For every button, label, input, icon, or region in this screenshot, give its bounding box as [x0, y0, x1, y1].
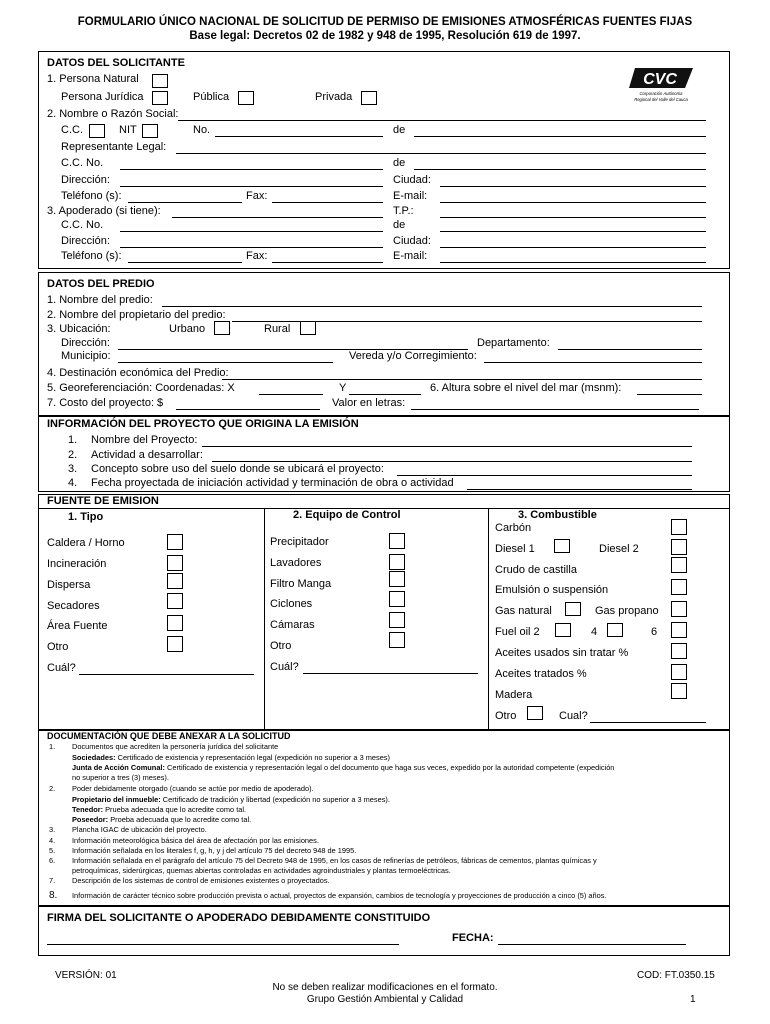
tp-field[interactable]	[440, 217, 706, 218]
cvc-logo	[627, 64, 695, 104]
documentacion-line-bold: Sociedades:	[72, 753, 116, 762]
coord-y-field[interactable]	[349, 394, 421, 395]
footer-group: Grupo Gestión Ambiental y Calidad	[306, 994, 464, 1005]
documentacion-line-bold: Tenedor:	[72, 805, 104, 814]
documentacion-line-number: 1.	[49, 742, 56, 751]
proyecto-nombre-field[interactable]	[202, 446, 692, 447]
apod-direccion-label: Dirección:	[61, 235, 110, 247]
svg-text:Regional del Valle del Cauca: Regional del Valle del Cauca	[634, 97, 688, 102]
comb-otro-checkbox[interactable]	[527, 706, 543, 720]
email-label: E-mail:	[393, 190, 428, 202]
id-place-field[interactable]	[414, 136, 706, 137]
comb-fuel-oil-label: Fuel oil 2	[495, 626, 540, 638]
apod-email-field[interactable]	[440, 262, 706, 263]
costo-label: 7. Costo del proyecto: $	[47, 397, 164, 409]
documentacion-line-number: 6.	[49, 856, 56, 865]
apod-ciudad-field[interactable]	[440, 247, 706, 248]
privada-checkbox[interactable]	[361, 91, 377, 105]
tipo-area-fuente-label: Área Fuente	[47, 620, 108, 632]
rep-cc-label: C.C. No.	[61, 157, 104, 169]
georef-label: 5. Georeferenciación: Coordenadas: X	[47, 382, 235, 394]
footer-code: COD: FT.0350.15	[637, 970, 715, 981]
documentacion-line	[49, 825, 207, 834]
nit-label: NIT	[119, 124, 137, 136]
telefono-label: Teléfono (s):	[61, 190, 122, 202]
apod-de-field[interactable]	[440, 231, 706, 232]
uso-suelo-field[interactable]	[397, 475, 692, 476]
de-label: de	[393, 124, 406, 136]
documentacion-line-number: 4.	[49, 836, 56, 845]
documentacion-line	[49, 773, 169, 782]
form-subtitle: Base legal: Decretos 02 de 1982 y 948 de 1995, Resolución 619 de 1997.	[189, 30, 581, 42]
persona-natural-checkbox[interactable]	[152, 74, 168, 88]
apoderado-label: 3. Apoderado (si tiene):	[47, 205, 161, 217]
documentacion-line	[49, 815, 251, 824]
documentacion-line-text: Información señalada en los literales f, g, h, y j del artículo 75 del decreto 948 de 1995.	[72, 846, 357, 855]
persona-juridica-checkbox[interactable]	[152, 91, 168, 105]
documentacion-line-bold: Junta de Acción Comunal:	[72, 763, 165, 772]
documentacion-line-text: no superior a tres (3) meses).	[72, 773, 169, 782]
proyecto-nombre-label: Nombre del Proyecto:	[91, 434, 198, 446]
tipo-heading: 1. Tipo	[68, 511, 104, 523]
persona-natural-label: 1. Persona Natural	[47, 73, 139, 85]
ubicacion-label: 3. Ubicación:	[47, 323, 111, 335]
destinacion-label: 4. Destinación económica del Predio:	[47, 367, 229, 379]
documentacion-line-text: Certificado de existencia y representación legal o del documento que haga sus veces, expedido por la autoridad competente (expedición	[164, 763, 615, 772]
documentacion-line	[49, 753, 390, 762]
tipo-caldera-label: Caldera / Horno	[47, 537, 125, 549]
equipo-cual-field[interactable]	[303, 673, 478, 674]
documentacion-line	[49, 795, 390, 804]
fax-label: Fax:	[246, 190, 268, 202]
comb-emulsion-label: Emulsión o suspensión	[495, 584, 609, 596]
form-title: FORMULARIO ÚNICO NACIONAL DE SOLICITUD DE PERMISO DE EMISIONES ATMOSFÉRICAS FUENTES FIJAS	[77, 16, 693, 28]
predio-heading: DATOS DEL PREDIO	[47, 278, 155, 290]
apod-telefono-label: Teléfono (s):	[61, 250, 122, 262]
fuente-col-divider	[488, 508, 489, 730]
comb-fuel6-checkbox[interactable]	[671, 622, 687, 638]
persona-juridica-label: Persona Jurídica	[61, 91, 144, 103]
equipo-filtro-checkbox[interactable]	[389, 571, 405, 587]
documentacion-line-text: Descripción de los sistemas de control de emisiones existentes o proyectados.	[72, 876, 330, 885]
valor-letras-label: Valor en letras:	[332, 397, 406, 409]
comb-diesel2-label: Diesel 2	[599, 543, 639, 555]
altura-label: 6. Altura sobre el nivel del mar (msnm):	[430, 382, 622, 394]
documentacion-line-text: Certificado de tradición y libertad (expedición no superior a 3 meses).	[160, 795, 390, 804]
altura-field[interactable]	[637, 394, 702, 395]
rural-checkbox[interactable]	[300, 321, 316, 335]
fuente-col-divider	[264, 508, 265, 730]
documentacion-line-bold: Propietario del inmueble:	[72, 795, 161, 804]
documentacion-heading: DOCUMENTACIÓN QUE DEBE ANEXAR A LA SOLICITUD	[47, 731, 291, 741]
urbano-label: Urbano	[169, 323, 206, 335]
direccion-field[interactable]	[120, 186, 383, 187]
tipo-secadores-label: Secadores	[47, 600, 100, 612]
departamento-field[interactable]	[558, 349, 702, 350]
urbano-checkbox[interactable]	[214, 321, 230, 335]
comb-crudo-checkbox[interactable]	[671, 557, 687, 573]
comb-fuel2-checkbox[interactable]	[555, 623, 571, 637]
documentacion-line	[49, 876, 330, 885]
apod-direccion-field[interactable]	[120, 247, 383, 248]
apod-ciudad-label: Ciudad:	[393, 235, 431, 247]
proyecto-item-num: 2.	[68, 449, 78, 461]
comb-cual-label: Cual?	[559, 710, 588, 722]
comb-diesel1-label: Diesel 1	[495, 543, 535, 555]
equipo-otro-checkbox[interactable]	[389, 632, 405, 648]
equipo-filtro-label: Filtro Manga	[270, 578, 332, 590]
uso-suelo-label: Concepto sobre uso del suelo donde se ubicará el proyecto:	[91, 463, 384, 475]
departamento-label: Departamento:	[477, 337, 550, 349]
documentacion-line-text: Certificado de existencia y representación legal (expedición no superior a 3 meses)	[115, 753, 390, 762]
equipo-ciclones-label: Ciclones	[270, 598, 313, 610]
tipo-caldera-checkbox[interactable]	[167, 534, 183, 550]
apod-cc-field[interactable]	[120, 231, 383, 232]
equipo-camaras-checkbox[interactable]	[389, 612, 405, 628]
tipo-otro-label: Otro	[47, 641, 69, 653]
documentacion-line	[49, 856, 597, 865]
fecha-field[interactable]	[498, 944, 686, 945]
proyecto-item-num: 1.	[68, 434, 78, 446]
proyecto-item-num: 4.	[68, 477, 78, 489]
rep-de-field[interactable]	[414, 169, 706, 170]
comb-aceites-usados-label: Aceites usados sin tratar %	[495, 647, 629, 659]
municipio-label: Municipio:	[61, 350, 111, 362]
id-number-field[interactable]	[215, 136, 383, 137]
comb-diesel1-checkbox[interactable]	[554, 539, 570, 553]
documentacion-line	[49, 846, 356, 855]
documentacion-line	[49, 805, 246, 814]
municipio-field[interactable]	[118, 362, 333, 363]
nit-checkbox[interactable]	[142, 124, 158, 138]
propietario-label: 2. Nombre del propietario del predio:	[47, 309, 226, 321]
representante-label: Representante Legal:	[61, 141, 167, 153]
comb-aceites-tratados-label: Aceites tratados %	[495, 668, 587, 680]
firma-field[interactable]	[47, 944, 399, 945]
equipo-camaras-label: Cámaras	[270, 619, 315, 631]
comb-fuel4-checkbox[interactable]	[607, 623, 623, 637]
privada-label: Privada	[315, 91, 353, 103]
comb-crudo-label: Crudo de castilla	[495, 564, 577, 576]
vereda-field[interactable]	[484, 362, 702, 363]
comb-gas-natural-label: Gas natural	[495, 605, 552, 617]
comb-gas-natural-checkbox[interactable]	[565, 602, 581, 616]
predio-direccion-label: Dirección:	[61, 337, 110, 349]
nombre-razon-label: 2. Nombre o Razón Social:	[47, 108, 179, 120]
tipo-dispersa-checkbox[interactable]	[167, 573, 183, 589]
apod-fax-field[interactable]	[272, 262, 383, 263]
documentacion-line	[49, 763, 614, 772]
actividad-label: Actividad a desarrollar:	[91, 449, 203, 461]
direccion-label: Dirección:	[61, 174, 110, 186]
nombre-razon-field[interactable]	[178, 120, 706, 121]
equipo-lavadores-checkbox[interactable]	[389, 554, 405, 570]
footer-note: No se deben realizar modificaciones en el formato.	[272, 982, 498, 993]
comb-carbon-label: Carbón	[495, 522, 532, 534]
documentacion-line-text: Información señalada en el parágrafo del artículo 75 del Decreto 948 de 1995, en los casos de refinerías de petróleos, fábricas de cementos, plantas químicas y	[72, 856, 597, 865]
comb-madera-checkbox[interactable]	[671, 683, 687, 699]
documentacion-line-text: Plancha IGAC de ubicación del proyecto.	[72, 825, 207, 834]
tipo-dispersa-label: Dispersa	[47, 579, 91, 591]
cc-label: C.C.	[61, 124, 83, 136]
fax-field[interactable]	[272, 202, 383, 203]
comb-carbon-checkbox[interactable]	[671, 519, 687, 535]
actividad-field[interactable]	[212, 461, 692, 462]
fecha-proyectada-field[interactable]	[467, 489, 692, 490]
tipo-incineracion-label: Incineración	[47, 558, 107, 570]
documentacion-line-text: Proeba adecuada que lo acredite como tal.	[108, 815, 252, 824]
logo-text: CVC	[643, 71, 677, 88]
vereda-label: Vereda y/o Corregimiento:	[349, 350, 477, 362]
comb-diesel2-checkbox[interactable]	[671, 539, 687, 555]
coord-y-label: Y	[339, 382, 347, 394]
apod-cc-label: C.C. No.	[61, 219, 104, 231]
tp-label: T.P.:	[393, 205, 414, 217]
documentacion-line-number: 3.	[49, 825, 56, 834]
documentacion-line-number: 7.	[49, 876, 56, 885]
no-label: No.	[193, 124, 211, 136]
documentacion-line	[49, 866, 451, 875]
documentacion-line-text: Documentos que acrediten la personería jurídica del solicitante	[72, 742, 279, 751]
documentacion-line-number: 5.	[49, 846, 56, 855]
combustible-heading: 3. Combustible	[518, 509, 597, 521]
comb-otro-label: Otro	[495, 710, 517, 722]
comb-fuel4-label: 4	[591, 626, 598, 638]
cc-checkbox[interactable]	[89, 124, 105, 138]
documentacion-line	[49, 836, 319, 845]
footer-version: VERSIÓN: 01	[55, 970, 117, 981]
equipo-cual-label: Cuál?	[270, 661, 299, 673]
proyecto-item-num: 3.	[68, 463, 78, 475]
representante-field[interactable]	[176, 153, 706, 154]
tipo-cual-label: Cuál?	[47, 662, 76, 674]
documentacion-line	[49, 890, 606, 901]
apod-email-label: E-mail:	[393, 250, 428, 262]
ciudad-field[interactable]	[440, 186, 706, 187]
publica-label: Pública	[193, 91, 230, 103]
documentacion-line-bold: Poseedor:	[72, 815, 109, 824]
tipo-cual-field[interactable]	[79, 674, 254, 675]
equipo-lavadores-label: Lavadores	[270, 557, 322, 569]
predio-nombre-field[interactable]	[162, 306, 702, 307]
comb-cual-field[interactable]	[590, 722, 706, 723]
apod-telefono-field[interactable]	[128, 262, 242, 263]
comb-aceites-tratados-checkbox[interactable]	[671, 664, 687, 680]
footer-page-number: 1	[690, 994, 696, 1005]
ciudad-label: Ciudad:	[393, 174, 431, 186]
coord-x-field[interactable]	[259, 394, 323, 395]
equipo-heading: 2. Equipo de Control	[293, 509, 401, 521]
comb-gas-propano-checkbox[interactable]	[671, 601, 687, 617]
equipo-precipitador-checkbox[interactable]	[389, 533, 405, 549]
equipo-precipitador-label: Precipitador	[270, 536, 329, 548]
tipo-secadores-checkbox[interactable]	[167, 593, 183, 609]
comb-gas-propano-label: Gas propano	[595, 605, 659, 617]
comb-madera-label: Madera	[495, 689, 533, 701]
costo-field[interactable]	[176, 409, 320, 410]
fecha-label: FECHA:	[452, 932, 494, 944]
documentacion-line-number: 2.	[49, 784, 56, 793]
apoderado-field[interactable]	[172, 217, 383, 218]
fecha-proyectada-label: Fecha proyectada de iniciación actividad y terminación de obra o actividad	[91, 477, 454, 489]
destinacion-field[interactable]	[222, 379, 702, 380]
documentacion-line-text: Información meteorológica básica del área de afectación por las emisiones.	[72, 836, 319, 845]
fuente-heading: FUENTE DE EMISION	[47, 495, 159, 507]
tipo-area-fuente-checkbox[interactable]	[167, 615, 183, 631]
email-field[interactable]	[440, 202, 706, 203]
publica-checkbox[interactable]	[238, 91, 254, 105]
comb-emulsion-checkbox[interactable]	[671, 579, 687, 595]
rep-cc-field[interactable]	[120, 169, 383, 170]
firma-heading: FIRMA DEL SOLICITANTE O APODERADO DEBIDAMENTE CONSTITUIDO	[47, 912, 431, 924]
tipo-otro-checkbox[interactable]	[167, 636, 183, 652]
documentacion-line-text: Información de carácter técnico sobre producción prevista o actual, proyectos de expansión, cambios de tecnología y proyecciones de producción a cinco (5) años.	[72, 891, 607, 900]
documentacion-line	[49, 784, 314, 793]
proyecto-heading: INFORMACIÓN DEL PROYECTO QUE ORIGINA LA EMISIÓN	[47, 418, 359, 430]
documentacion-line-text: Poder debidamente otorgado (cuando se actúe por medio de apoderado).	[72, 784, 314, 793]
predio-nombre-label: 1. Nombre del predio:	[47, 294, 153, 306]
equipo-otro-label: Otro	[270, 640, 292, 652]
tipo-incineracion-checkbox[interactable]	[167, 555, 183, 571]
documentacion-line-number: 8.	[49, 890, 58, 901]
solicitante-heading: DATOS DEL SOLICITANTE	[47, 57, 185, 69]
documentacion-line-text: Prueba adecuada que lo acredite como tal.	[103, 805, 247, 814]
rep-de-label: de	[393, 157, 406, 169]
svg-text:Corporación Autónoma: Corporación Autónoma	[639, 91, 683, 96]
telefono-field[interactable]	[128, 202, 242, 203]
apod-de-label: de	[393, 219, 406, 231]
equipo-ciclones-checkbox[interactable]	[389, 591, 405, 607]
valor-letras-field[interactable]	[411, 409, 699, 410]
rural-label: Rural	[264, 323, 291, 335]
apod-fax-label: Fax:	[246, 250, 268, 262]
documentacion-line	[49, 742, 278, 751]
documentacion-line-text: petroquímicas, siderúrgicas, quemas abiertas controladas en actividades agroindustriales y plantas termoeléctricas.	[72, 866, 451, 875]
comb-aceites-usados-checkbox[interactable]	[671, 643, 687, 659]
comb-fuel6-label: 6	[651, 626, 658, 638]
